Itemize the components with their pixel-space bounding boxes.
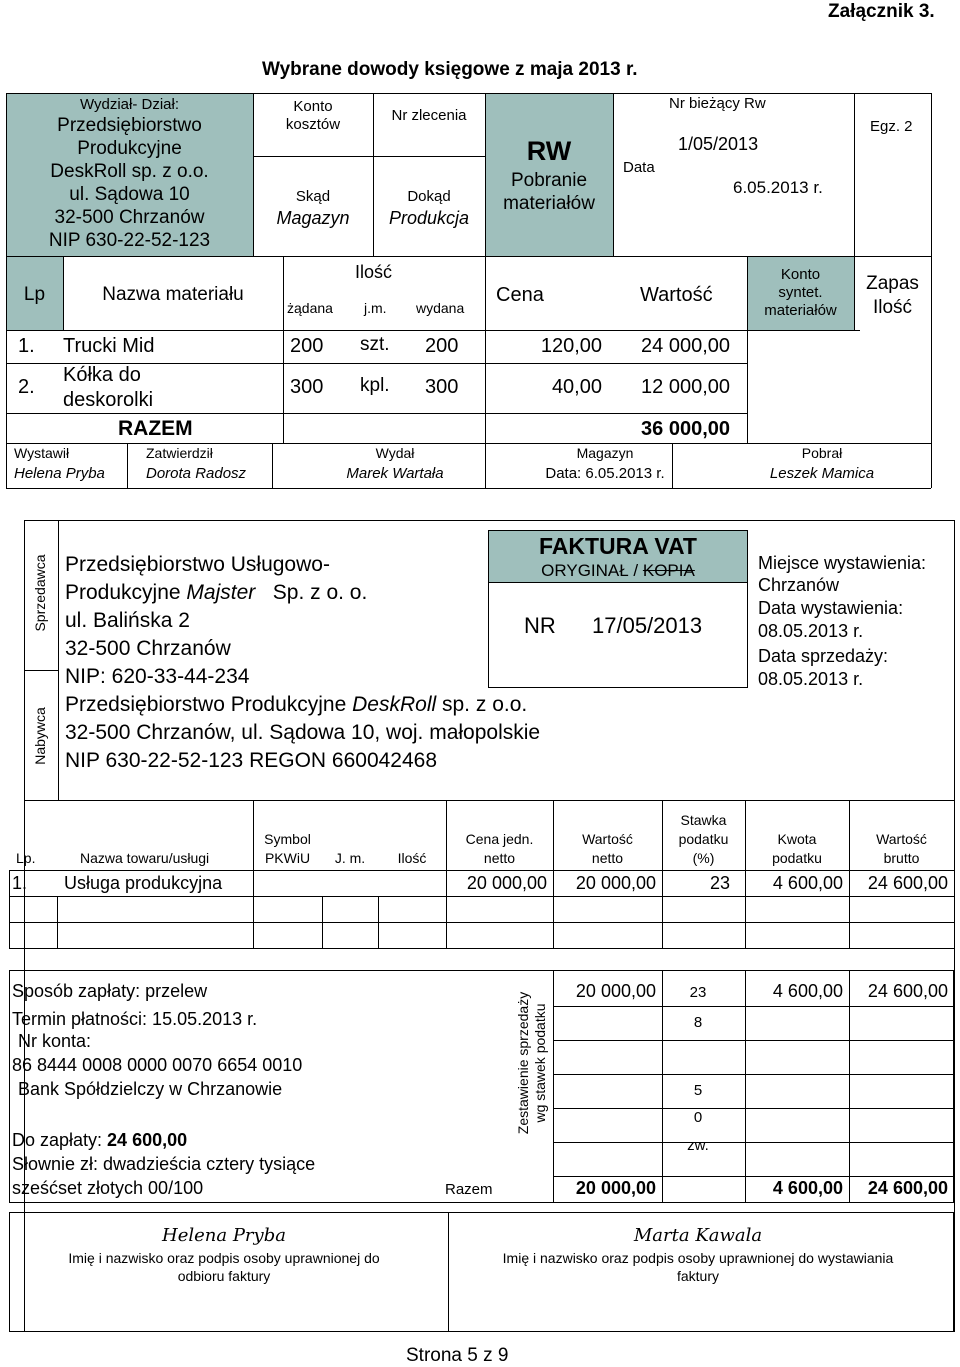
rw-company-line: NIP 630-22-52-123 [48,230,211,251]
rw-row-name: Kółka do [63,364,141,386]
rw-pobral-label: Pobrał [801,445,843,461]
summary-rate: 23 [689,984,707,1001]
rw-col-jm: j.m. [364,300,387,316]
items-col-symbol: Symbol [264,831,311,847]
items-col-kwota: Kwota [777,831,817,847]
issuer-caption: faktury [676,1268,719,1284]
amount-words: Słownie zł: dwadzieścia cztery tysiące [12,1154,316,1174]
buyer-side-label: Nabywca [32,707,48,765]
seller-line: ul. Balińska 2 [65,609,190,632]
rw-skad-label: Skąd [295,188,331,205]
items-col-kwota: podatku [772,850,822,866]
rw-row-jm: kpl. [360,375,390,396]
rw-nr-zlecenia: Nr zlecenia [391,107,467,124]
items-col-netto: netto [591,850,624,866]
seller-line: NIP: 620-33-44-234 [65,665,250,688]
issuer-signature: Marta Kawala [633,1225,763,1246]
rw-col-ilosc: Ilość [355,262,393,282]
items-col-stawka: podatku [678,831,729,847]
rw-row-zadana: 300 [290,376,324,398]
rw-nr-biezacy-label: Nr bieżący Rw [669,95,766,112]
rw-row-cena: 40,00 [551,376,602,398]
amount-due: Do zapłaty: 24 600,00 [12,1130,188,1150]
rw-row-wartosc: 24 000,00 [641,335,730,357]
payment-method: Sposób zapłaty: przelew [12,981,208,1001]
summary-side-label: Zestawienie sprzedaży [515,991,531,1135]
receiver-caption: Imię i nazwisko oraz podpis osoby uprawnionej do [68,1250,380,1266]
rw-dokad-value: Produkcja [388,208,470,228]
summary-rate: 5 [693,1082,703,1099]
rw-company-line: Przedsiębiorstwo [57,115,202,136]
rw-zatwierdzil-name: Dorota Radosz [146,465,247,482]
item-stawka: 23 [709,873,730,893]
items-col-stawka: Stawka [680,812,727,828]
rw-row-wartosc: 12 000,00 [641,376,730,398]
place-value: Chrzanów [758,575,840,595]
rw-row-lp: 1. [18,335,35,357]
item-name: Usługa produkcyjna [64,873,223,893]
invoice-title: FAKTURA VAT [538,533,697,559]
buyer-line: NIP 630-22-52-123 REGON 660042468 [65,749,438,772]
summary-netto: 20 000,00 [575,981,656,1001]
issuer-caption: Imię i nazwisko oraz podpis osoby uprawnionej do wystawiania [502,1250,894,1266]
invoice-nr-value: 17/05/2013 [592,613,703,638]
items-col-name: Nazwa towaru/usługi [80,850,210,866]
page-title: Wybrane dowody księgowe z maja 2013 r. [262,59,638,80]
account-number: 86 8444 0008 0000 0070 6654 0010 [12,1055,303,1075]
rw-wystawil-name: Helena Pryba [14,465,105,482]
rw-col-nazwa: Nazwa materiału [102,284,244,305]
rw-col-wydana: wydana [416,300,465,316]
rw-company-line: Produkcyjne [77,138,182,159]
seller-side-label: Sprzedawca [32,554,48,632]
attachment-label: Załącznik 3. [828,1,935,22]
rw-wydal-name: Marek Wartała [346,465,444,482]
rw-razem-label: RAZEM [118,417,193,440]
page-footer: Strona 5 z 9 [406,1345,509,1366]
rw-pobral-name: Leszek Mamica [769,465,875,482]
sale-label: Data sprzedaży: [758,646,889,666]
rw-row-cena: 120,00 [540,335,602,357]
rw-col-cena: Cena [496,284,544,306]
rw-company-line: DeskRoll sp. z o.o. [50,161,209,182]
seller-line: 32-500 Chrzanów [65,637,231,660]
rw-konto-kosztow: Konto kosztów [285,98,341,133]
issue-label: Data wystawienia: [758,598,904,618]
rw-doc-code: RW [526,136,572,166]
amount-words: sześćset złotych 00/100 [12,1178,204,1198]
items-col-cena: netto [483,850,516,866]
rw-col-wartosc: Wartość [640,284,713,306]
summary-side-label: wg stawek podatku [532,1003,548,1123]
item-kwota: 4 600,00 [772,873,843,893]
summary-total-kwota: 4 600,00 [772,1178,843,1198]
rw-company-line: ul. Sądowa 10 [69,184,190,205]
summary-rate: 0 [693,1109,703,1126]
rw-zatwierdzil-label: Zatwierdził [146,445,213,461]
items-col-symbol: PKWiU [264,850,311,866]
items-col-jm: J. m. [334,850,366,866]
invoice-nr-label: NR [524,613,556,638]
summary-total-brutto: 24 600,00 [867,1178,948,1198]
rw-magazyn-label: Magazyn [576,445,634,461]
rw-row-zadana: 200 [290,335,324,357]
buyer-line: Przedsiębiorstwo Produkcyjne DeskRoll sp. z o.o. [65,693,528,716]
item-lp: 1. [12,873,28,893]
rw-col-zapas: Zapas Ilość [866,273,919,318]
item-netto: 20 000,00 [575,873,656,893]
issue-value: 08.05.2013 r. [758,621,864,641]
seller-line: Przedsiębiorstwo Usługowo- [65,553,330,576]
rw-dokad-label: Dokąd [407,188,451,205]
rw-copy-label: Egz. 2 [870,118,913,135]
rw-dept-label: Wydział- Dział: [79,96,180,113]
summary-total-netto: 20 000,00 [575,1178,656,1198]
rw-data-value: 6.05.2013 r. [733,178,823,197]
rw-row-name: deskorolki [63,389,154,411]
summary-total-label: Razem [445,1181,493,1198]
place-label: Miejsce wystawienia: [758,553,927,573]
rw-data-label: Data [623,159,655,176]
summary-brutto: 24 600,00 [867,981,948,1001]
rw-row-lp: 2. [18,376,35,398]
account-label: Nr konta: [18,1031,92,1051]
items-col-brutto: brutto [883,850,920,866]
receiver-caption: odbioru faktury [177,1268,271,1284]
items-col-netto: Wartość [582,831,633,847]
rw-col-lp: Lp [23,284,46,305]
rw-wydal-label: Wydał [375,445,415,461]
summary-rate: 8 [693,1014,703,1031]
receiver-signature: Helena Pryba [162,1225,286,1246]
buyer-line: 32-500 Chrzanów, ul. Sądowa 10, woj. małopolskie [65,721,541,744]
rw-razem-value: 36 000,00 [641,418,730,440]
summary-rate: zw. [687,1137,709,1154]
rw-row-wydana: 300 [425,376,459,398]
rw-magazyn-date: Data: 6.05.2013 r. [545,465,665,482]
items-col-ilosc: Ilość [397,850,427,866]
rw-row-wydana: 200 [425,335,459,357]
bank-name: Bank Spółdzielczy w Chrzanowie [18,1079,283,1099]
rw-row-name: Trucki Mid [63,335,155,357]
rw-doc-name: materiałów [503,193,595,214]
rw-company-block [6,96,253,252]
items-col-stawka: (%) [692,850,715,866]
rw-wystawil-label: Wystawił [14,445,70,461]
invoice-copy-type: ORYGINAŁ / KOPIA [541,561,695,580]
seller-line: Produkcyjne Majster Sp. z o. o. [65,581,368,604]
rw-skad-value: Magazyn [276,208,350,228]
item-brutto: 24 600,00 [867,873,948,893]
rw-col-zadana: żądana [287,300,333,316]
payment-term: Termin płatności: 15.05.2013 r. [12,1009,258,1029]
item-cena: 20 000,00 [466,873,547,893]
rw-company-line: 32-500 Chrzanów [54,207,205,228]
summary-kwota: 4 600,00 [772,981,843,1001]
rw-doc-name: Pobranie [510,170,588,191]
items-col-lp: Lp. [16,850,36,866]
rw-row-jm: szt. [360,334,390,355]
sale-value: 08.05.2013 r. [758,669,864,689]
rw-col-konto: Konto syntet. materiałów [764,266,837,319]
rw-nr-biezacy-value: 1/05/2013 [678,134,759,154]
items-col-cena: Cena jedn. [465,831,534,847]
items-col-brutto: Wartość [876,831,927,847]
